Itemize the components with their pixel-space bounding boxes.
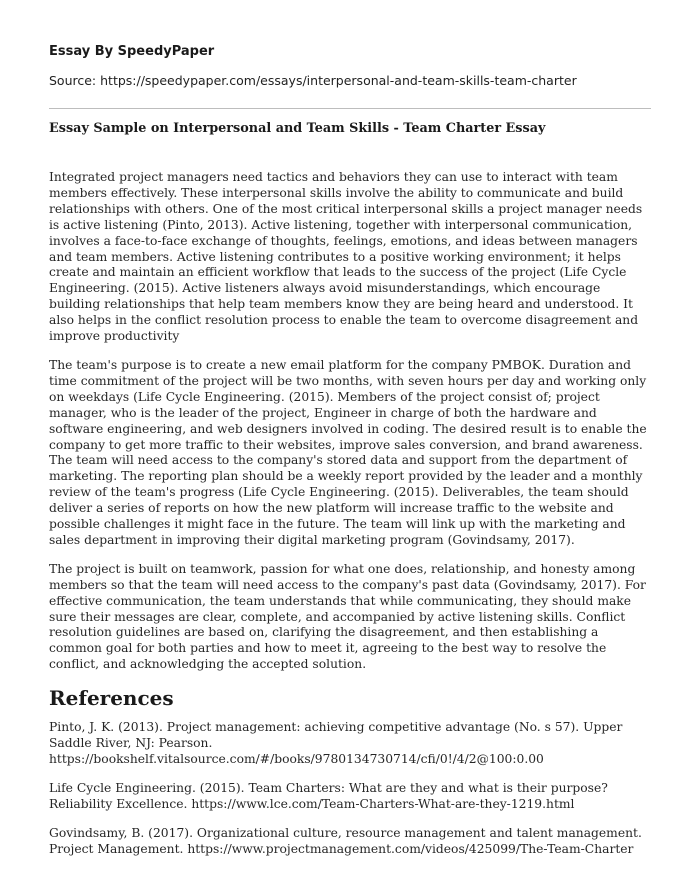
reference-item-govindsamy: Govindsamy, B. (2017). Organizational culture, resource management and talent management. Project Management. https://www.projectmanagement.com/videos/425099/The-Team-Charter xyxy=(49,825,642,856)
source-line: Source: https://speedypaper.com/essays/interpersonal-and-team-skills-team-charter xyxy=(49,73,577,88)
header-divider xyxy=(49,108,651,109)
essay-title: Essay Sample on Interpersonal and Team Skills - Team Charter Essay xyxy=(49,121,546,136)
references-heading: References xyxy=(49,686,174,711)
essay-paragraph-2: The team's purpose is to create a new email platform for the company PMBOK. Duration and time commitment of the project will be two months, with seven hours per day and working only on weekdays (Life Cycle Engineering. (2015). Members of the project consist of; project manager, who is the leader of the project, Engineer in charge of both the hardware and software engineering, and web designers involved in coding. The desired result is to enable the company to get more traffic to their websites, improve sales conversion, and brand awareness. The team will need access to the company's stored data and support from the department of marketing. The reporting plan should be a weekly report provided by the leader and a monthly review of the team's progress (Life Cycle Engineering. (2015). Deliverables, the team should deliver a series of reports on how the new platform will increase traffic to the website and possible challenges it might face in the future. The team will link up with the marketing and sales department in improving their digital marketing program (Govindsamy, 2017). xyxy=(49,357,647,547)
essay-body xyxy=(49,170,654,871)
reference-item-pinto: Pinto, J. K. (2013). Project management: achieving competitive advantage (No. s 57). Upper Saddle River, NJ: Pearson. https://bookshelf.vitalsource.com/#/books/9780134730714/cfi/0!/4/2@100:0.00 xyxy=(49,720,623,766)
essay-paragraph-1: Integrated project managers need tactics and behaviors they can use to interact with team members effectively. These interpersonal skills involve the ability to communicate and build relationships with others. One of the most critical interpersonal skills a project manager needs is active listening (Pinto, 2013). Active listening, together with interpersonal communication, involves a face-to-face exchange of thoughts, feelings, emotions, and ideas between managers and team members. Active listening contributes to a positive working environment; it helps create and maintain an efficient workflow that leads to the success of the project (Life Cycle Engineering. (2015). Active listeners always avoid misunderstandings, which encourage building relationships that help team members know they are being heard and understood. It also helps in the conflict resolution process to enable the team to overcome disagreement and improve productivity xyxy=(49,170,643,344)
document-header-title: Essay By SpeedyPaper xyxy=(49,44,215,59)
essay-paragraph-3: The project is built on teamwork, passion for what one does, relationship, and honesty among members so that the team will need access to the company's past data (Govindsamy, 2017). For effective communication, the team understands that while communicating, they should make sure their messages are clear, complete, and accompanied by active listening skills. Conflict resolution guidelines are based on, clarifying the disagreement, and then establishing a common goal for both parties and how to meet it, agreeing to the best way to resolve the conflict, and acknowledging the accepted solution. xyxy=(49,561,646,672)
reference-item-life-cycle-engineering: Life Cycle Engineering. (2015). Team Charters: What are they and what is their purpose? Reliability Excellence. https://www.lce.com/Team-Charters-What-are-they-1219.html xyxy=(49,780,608,811)
